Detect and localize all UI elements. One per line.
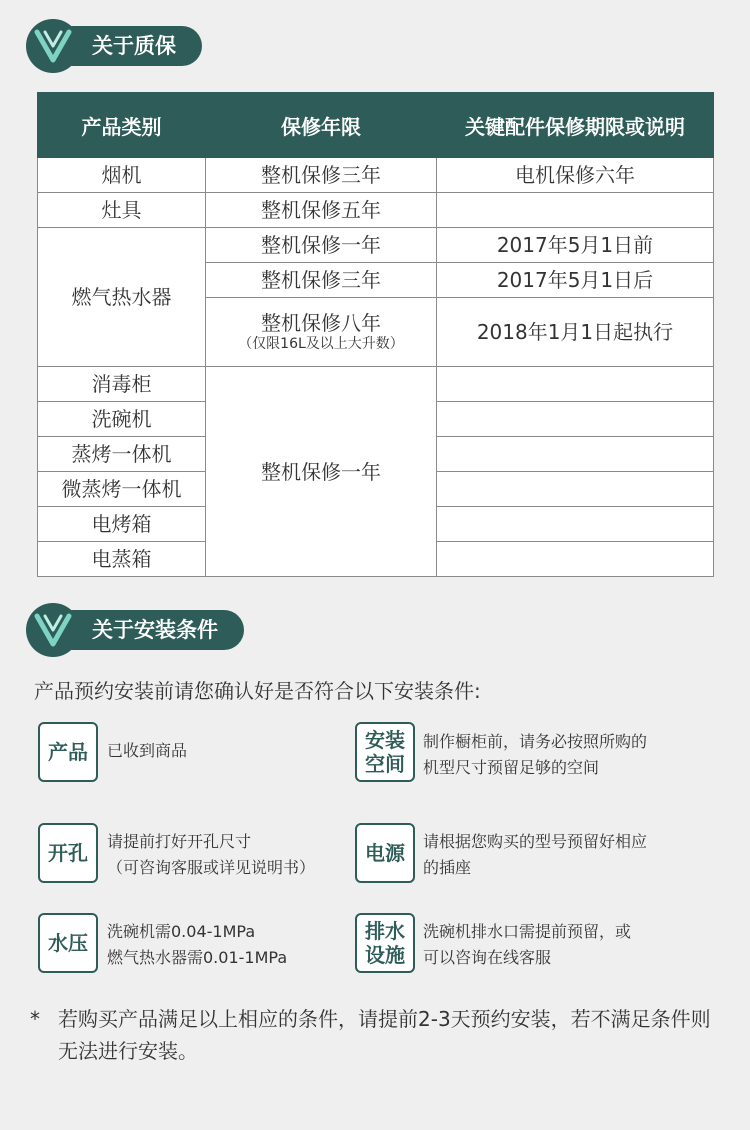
condition-line: 的插座 — [423, 858, 472, 877]
note-cell: 电机保修六年 — [437, 158, 714, 193]
header-period: 保修年限 — [206, 93, 437, 158]
note-cell: 2017年5月1日后 — [437, 263, 714, 298]
header-category: 产品类别 — [38, 93, 206, 158]
note-cell — [437, 193, 714, 228]
period-cell: 整机保修三年 — [206, 158, 437, 193]
warranty-table — [37, 92, 714, 577]
period-cell: 整机保修一年 — [206, 367, 437, 577]
table-row — [38, 158, 714, 193]
category-cell: 灶具 — [38, 193, 206, 228]
footnote-mark: * — [30, 1007, 40, 1031]
condition-text — [423, 919, 631, 971]
period-cell: 整机保修五年 — [206, 193, 437, 228]
table-row — [38, 228, 714, 263]
period-text: 整机保修八年 — [261, 311, 381, 335]
badge-drainage: 排水 设施 — [355, 913, 415, 973]
condition-line: 请提前打好开孔尺寸 — [107, 832, 252, 851]
note-cell: 2017年5月1日前 — [437, 228, 714, 263]
note-cell — [437, 472, 714, 507]
note-cell — [437, 507, 714, 542]
note-cell — [437, 437, 714, 472]
period-cell: 整机保修三年 — [206, 263, 437, 298]
note-cell — [437, 542, 714, 577]
condition-text — [107, 919, 287, 971]
condition-text — [423, 729, 647, 781]
section-title: 关于质保 — [50, 26, 202, 66]
period-cell: 整机保修一年 — [206, 228, 437, 263]
condition-text — [107, 738, 187, 764]
category-cell: 蒸烤一体机 — [38, 437, 206, 472]
table-header-row — [38, 93, 714, 158]
badge-product: 产品 — [38, 722, 98, 782]
v-logo-icon — [26, 603, 80, 657]
condition-line: 制作橱柜前，请务必按照所购的 — [423, 732, 648, 751]
install-intro: 产品预约安装前请您确认好是否符合以下安装条件: — [34, 679, 481, 703]
condition-line: 洗碗机需0.04-1MPa — [107, 922, 256, 941]
v-logo-icon — [26, 19, 80, 73]
note-cell — [437, 402, 714, 437]
condition-line: （可咨询客服或详见说明书） — [107, 858, 316, 877]
table-row — [38, 193, 714, 228]
table-row — [38, 367, 714, 402]
category-cell: 微蒸烤一体机 — [38, 472, 206, 507]
category-cell: 电烤箱 — [38, 507, 206, 542]
category-cell: 电蒸箱 — [38, 542, 206, 577]
condition-line: 机型尺寸预留足够的空间 — [423, 758, 600, 777]
footnote-text: 若购买产品满足以上相应的条件，请提前2-3天预约安装，若不满足条件则无法进行安装。 — [58, 1007, 711, 1063]
section-title: 关于安装条件 — [50, 610, 244, 650]
badge-install-space: 安装 空间 — [355, 722, 415, 782]
condition-line: 可以咨询在线客服 — [423, 948, 552, 967]
category-cell: 消毒柜 — [38, 367, 206, 402]
condition-line: 已收到商品 — [107, 741, 188, 760]
badge-water-pressure: 水压 — [38, 913, 98, 973]
badge-drill-hole: 开孔 — [38, 823, 98, 883]
condition-text — [107, 829, 315, 881]
note-cell — [437, 367, 714, 402]
period-cell — [206, 298, 437, 367]
category-cell: 洗碗机 — [38, 402, 206, 437]
header-note: 关键配件保修期限或说明 — [437, 93, 714, 158]
condition-line: 请根据您购买的型号预留好相应 — [423, 832, 648, 851]
period-note: （仅限16L及以上大升数） — [238, 336, 404, 352]
category-cell: 燃气热水器 — [38, 228, 206, 367]
install-footnote — [30, 1003, 730, 1067]
badge-power: 电源 — [355, 823, 415, 883]
category-cell: 烟机 — [38, 158, 206, 193]
condition-line: 洗碗机排水口需提前预留，或 — [423, 922, 632, 941]
condition-text — [423, 829, 647, 881]
condition-line: 燃气热水器需0.01-1MPa — [107, 948, 288, 967]
note-cell: 2018年1月1日起执行 — [437, 298, 714, 367]
